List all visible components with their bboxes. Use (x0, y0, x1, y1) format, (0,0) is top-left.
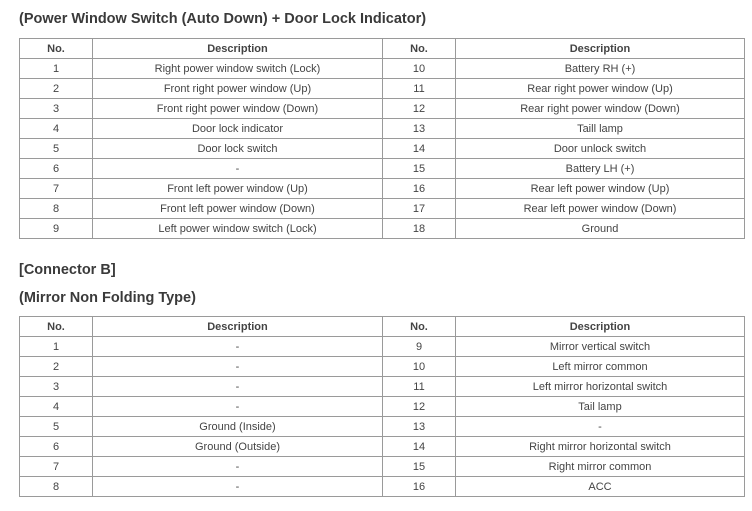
pin-number: 9 (20, 219, 93, 239)
pin-description: Right mirror horizontal switch (456, 437, 745, 457)
pin-description: - (456, 417, 745, 437)
pin-description: Right power window switch (Lock) (93, 59, 383, 79)
pin-description: Mirror vertical switch (456, 337, 745, 357)
pin-number: 10 (383, 59, 456, 79)
pin-number: 15 (383, 159, 456, 179)
pin-number: 15 (383, 457, 456, 477)
pin-number: 11 (383, 377, 456, 397)
pin-description: Rear left power window (Up) (456, 179, 745, 199)
pin-description: Taill lamp (456, 119, 745, 139)
pin-number: 16 (383, 179, 456, 199)
table-header-row (20, 317, 745, 337)
pin-description: Rear right power window (Down) (456, 99, 745, 119)
header-no: No. (20, 39, 93, 59)
pin-description: Left power window switch (Lock) (93, 219, 383, 239)
pin-number: 7 (20, 457, 93, 477)
pin-number: 8 (20, 477, 93, 497)
pin-number: 5 (20, 139, 93, 159)
table-row (20, 377, 745, 397)
table-row (20, 397, 745, 417)
pin-description: Ground (456, 219, 745, 239)
pin-number: 2 (20, 79, 93, 99)
pin-number: 4 (20, 397, 93, 417)
pin-number: 9 (383, 337, 456, 357)
pin-number: 3 (20, 377, 93, 397)
pin-description: Rear right power window (Up) (456, 79, 745, 99)
pin-number: 3 (20, 99, 93, 119)
header-no: No. (20, 317, 93, 337)
table-row (20, 159, 745, 179)
pin-number: 1 (20, 59, 93, 79)
pin-number: 14 (383, 139, 456, 159)
pin-description: - (93, 377, 383, 397)
pin-description: Door lock switch (93, 139, 383, 159)
pin-description: Ground (Outside) (93, 437, 383, 457)
pin-description: Front right power window (Down) (93, 99, 383, 119)
header-description: Description (93, 317, 383, 337)
pin-description: Front left power window (Down) (93, 199, 383, 219)
pin-number: 5 (20, 417, 93, 437)
table-row (20, 477, 745, 497)
pin-number: 1 (20, 337, 93, 357)
pin-number: 2 (20, 357, 93, 377)
header-description: Description (456, 39, 745, 59)
connector-title: [Connector B] (19, 262, 116, 278)
pin-description: Left mirror common (456, 357, 745, 377)
section-title-power-window: (Power Window Switch (Auto Down) + Door Lock Indicator) (19, 11, 427, 27)
table-row (20, 337, 745, 357)
pin-description: - (93, 159, 383, 179)
pin-description: Rear left power window (Down) (456, 199, 745, 219)
table-header-row (20, 39, 745, 59)
header-description: Description (456, 317, 745, 337)
pin-number: 16 (383, 477, 456, 497)
pin-description: - (93, 357, 383, 377)
pin-number: 10 (383, 357, 456, 377)
pin-description: Front left power window (Up) (93, 179, 383, 199)
pin-number: 11 (383, 79, 456, 99)
table-row (20, 199, 745, 219)
pin-description: Front right power window (Up) (93, 79, 383, 99)
table-row (20, 139, 745, 159)
pin-description: Battery LH (+) (456, 159, 745, 179)
pin-number: 8 (20, 199, 93, 219)
section-title-mirror: (Mirror Non Folding Type) (19, 290, 196, 306)
header-no: No. (383, 39, 456, 59)
pin-description: Battery RH (+) (456, 59, 745, 79)
pin-description: Door unlock switch (456, 139, 745, 159)
pin-description: - (93, 477, 383, 497)
pin-description: - (93, 457, 383, 477)
table-row (20, 119, 745, 139)
table-row (20, 357, 745, 377)
table-row (20, 99, 745, 119)
pin-description: Tail lamp (456, 397, 745, 417)
pin-number: 14 (383, 437, 456, 457)
pin-number: 12 (383, 397, 456, 417)
header-description: Description (93, 39, 383, 59)
pin-number: 12 (383, 99, 456, 119)
pin-description: - (93, 397, 383, 417)
pin-description: Ground (Inside) (93, 417, 383, 437)
table-row (20, 437, 745, 457)
table-row (20, 179, 745, 199)
pin-number: 13 (383, 119, 456, 139)
header-no: No. (383, 317, 456, 337)
table-row (20, 59, 745, 79)
table-row (20, 417, 745, 437)
pin-description: Door lock indicator (93, 119, 383, 139)
pin-number: 6 (20, 437, 93, 457)
table-row (20, 457, 745, 477)
pin-table-mirror (19, 316, 745, 497)
pin-description: ACC (456, 477, 745, 497)
pin-table-power-window (19, 38, 745, 239)
table-row (20, 79, 745, 99)
pin-number: 17 (383, 199, 456, 219)
pin-description: Left mirror horizontal switch (456, 377, 745, 397)
pin-number: 4 (20, 119, 93, 139)
pin-number: 13 (383, 417, 456, 437)
pin-number: 7 (20, 179, 93, 199)
pin-number: 18 (383, 219, 456, 239)
pin-number: 6 (20, 159, 93, 179)
pin-description: - (93, 337, 383, 357)
pin-description: Right mirror common (456, 457, 745, 477)
table-row (20, 219, 745, 239)
